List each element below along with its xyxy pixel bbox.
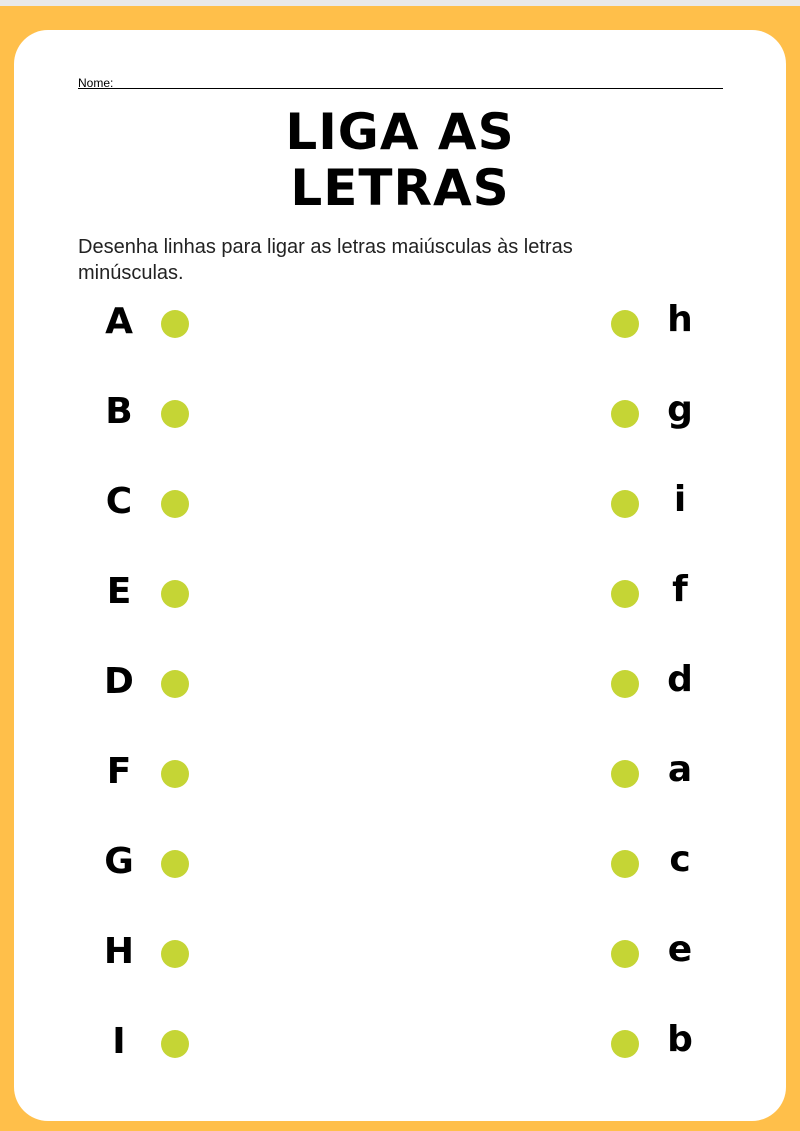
worksheet-sheet — [14, 30, 786, 1121]
right-connection-dot[interactable] — [611, 850, 639, 878]
right-connection-dot[interactable] — [611, 580, 639, 608]
uppercase-letter: I — [112, 1021, 126, 1062]
lowercase-letter: f — [672, 569, 688, 610]
lowercase-letter: g — [667, 389, 693, 430]
left-connection-dot[interactable] — [161, 1030, 189, 1058]
left-connection-dot[interactable] — [161, 850, 189, 878]
name-label: Nome: — [78, 76, 114, 90]
uppercase-letter: E — [106, 571, 132, 612]
lowercase-letter: e — [667, 929, 693, 970]
name-line[interactable] — [78, 72, 723, 89]
left-connection-dot[interactable] — [161, 760, 189, 788]
left-connection-dot[interactable] — [161, 400, 189, 428]
left-connection-dot[interactable] — [161, 490, 189, 518]
uppercase-letter: B — [105, 391, 133, 432]
lowercase-letter: c — [669, 839, 691, 880]
uppercase-letter: C — [105, 481, 133, 522]
right-connection-dot[interactable] — [611, 400, 639, 428]
title-line-2: LETRAS — [290, 159, 510, 217]
right-connection-dot[interactable] — [611, 490, 639, 518]
left-connection-dot[interactable] — [161, 940, 189, 968]
worksheet-title — [14, 104, 786, 216]
top-strip — [0, 0, 800, 6]
right-connection-dot[interactable] — [611, 760, 639, 788]
right-connection-dot[interactable] — [611, 1030, 639, 1058]
lowercase-letter: d — [667, 659, 693, 700]
instructions-text: Desenha linhas para ligar as letras maiúsculas às letras minúsculas. — [78, 236, 573, 284]
left-connection-dot[interactable] — [161, 580, 189, 608]
uppercase-letter: A — [105, 301, 133, 342]
left-connection-dot[interactable] — [161, 670, 189, 698]
lowercase-letter: a — [667, 749, 693, 790]
uppercase-letter: D — [104, 661, 134, 702]
lowercase-letter: i — [673, 479, 687, 520]
left-connection-dot[interactable] — [161, 310, 189, 338]
uppercase-letter: H — [103, 931, 135, 972]
uppercase-letter: F — [106, 751, 132, 792]
right-connection-dot[interactable] — [611, 670, 639, 698]
lowercase-letter: h — [667, 299, 693, 340]
right-connection-dot[interactable] — [611, 310, 639, 338]
lowercase-letter: b — [667, 1019, 693, 1060]
right-connection-dot[interactable] — [611, 940, 639, 968]
uppercase-letter: G — [104, 841, 134, 882]
title-line-1: LIGA AS — [285, 103, 515, 161]
